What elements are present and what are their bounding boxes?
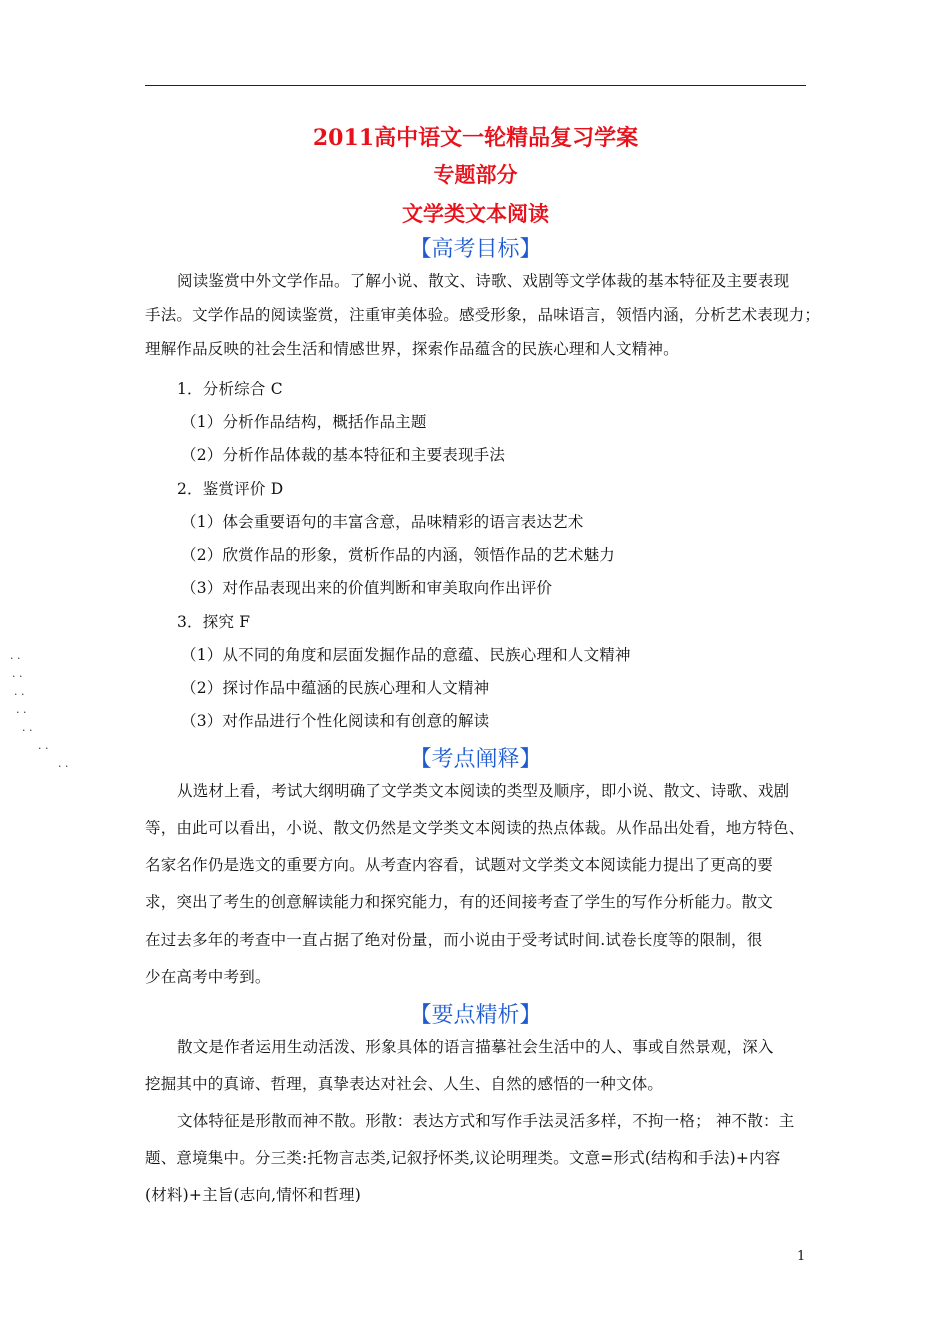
paragraph-line: 求，突出了考生的创意解读能力和探究能力，有的还间接考查了学生的写作分析能力。散文 xyxy=(145,893,774,911)
paragraph-line: 题、意境集中。分三类:托物言志类,记叙抒怀类,议论明理类。文意=形式(结构和手法)+内容 xyxy=(145,1149,781,1167)
list-item: （3）对作品进行个性化阅读和有创意的解读 xyxy=(181,712,490,730)
section-heading-explain: 【考点阐释】 xyxy=(409,747,542,772)
section-heading-goal: 【高考目标】 xyxy=(409,237,542,262)
margin-mark: · · xyxy=(22,724,33,737)
list-item: 1．分析综合 C xyxy=(177,380,283,398)
margin-mark: · · xyxy=(12,670,23,683)
paragraph-line: 等，由此可以看出，小说、散文仍然是文学类文本阅读的热点体裁。从作品出处看，地方特色、 xyxy=(145,819,805,837)
list-item: （3）对作品表现出来的价值判断和审美取向作出评价 xyxy=(181,579,553,597)
page-number: 1 xyxy=(797,1249,806,1264)
paragraph-line: 挖掘其中的真谛、哲理，真挚表达对社会、人生、自然的感悟的一种文体。 xyxy=(145,1075,664,1093)
list-item: 3．探究 F xyxy=(177,613,251,631)
paragraph-line: 散文是作者运用生动活泼、形象具体的语言描摹社会生活中的人、事或自然景观，深入 xyxy=(177,1038,774,1056)
list-item: （1）分析作品结构，概括作品主题 xyxy=(181,413,427,431)
margin-mark: · · xyxy=(10,652,21,665)
margin-mark: · · xyxy=(38,742,49,755)
paragraph-line: 在过去多年的考查中一直占据了绝对份量，而小说由于受考试时间.试卷长度等的限制，很 xyxy=(145,931,763,949)
paragraph-line: 名家名作仍是选文的重要方向。从考查内容看，试题对文学类文本阅读能力提出了更高的要 xyxy=(145,856,774,874)
list-item: （2）分析作品体裁的基本特征和主要表现手法 xyxy=(181,446,506,464)
paragraph-line: 手法。文学作品的阅读鉴赏，注重审美体验。感受形象，品味语言，领悟内涵，分析艺术表现力； xyxy=(145,306,821,324)
list-item: （1）体会重要语句的丰富含意，品味精彩的语言表达艺术 xyxy=(181,513,584,531)
document-subtitle: 专题部分 xyxy=(433,162,518,187)
list-item: 2．鉴赏评价 D xyxy=(177,480,284,498)
paragraph-line: 理解作品反映的社会生活和情感世界，探索作品蕴含的民族心理和人文精神。 xyxy=(145,340,679,358)
document-title: 2011高中语文一轮精品复习学案 xyxy=(312,125,639,151)
list-item: （2）欣赏作品的形象，赏析作品的内涵，领悟作品的艺术魅力 xyxy=(181,546,615,564)
paragraph-line: 少在高考中考到。 xyxy=(145,968,271,986)
margin-mark: · · xyxy=(16,706,27,719)
margin-mark: · · xyxy=(58,760,69,773)
header-rule xyxy=(145,85,806,86)
paragraph-line: (材料)+主旨(志向,情怀和哲理) xyxy=(145,1186,362,1204)
paragraph-line: 阅读鉴赏中外文学作品。了解小说、散文、诗歌、戏剧等文学体裁的基本特征及主要表现 xyxy=(177,272,790,290)
margin-marks xyxy=(10,650,69,776)
list-item: （2）探讨作品中蕴涵的民族心理和人文精神 xyxy=(181,679,490,697)
document-topic: 文学类文本阅读 xyxy=(402,201,549,226)
list-item: （1）从不同的角度和层面发掘作品的意蕴、民族心理和人文精神 xyxy=(181,646,631,664)
section-heading-analysis: 【要点精析】 xyxy=(409,1003,542,1028)
paragraph-line: 从选材上看，考试大纲明确了文学类文本阅读的类型及顺序，即小说、散文、诗歌、戏剧 xyxy=(177,782,790,800)
paragraph-line: 文体特征是形散而神不散。形散：表达方式和写作手法灵活多样，不拘一格； 神不散：主 xyxy=(177,1112,795,1130)
margin-mark: · · xyxy=(14,688,25,701)
